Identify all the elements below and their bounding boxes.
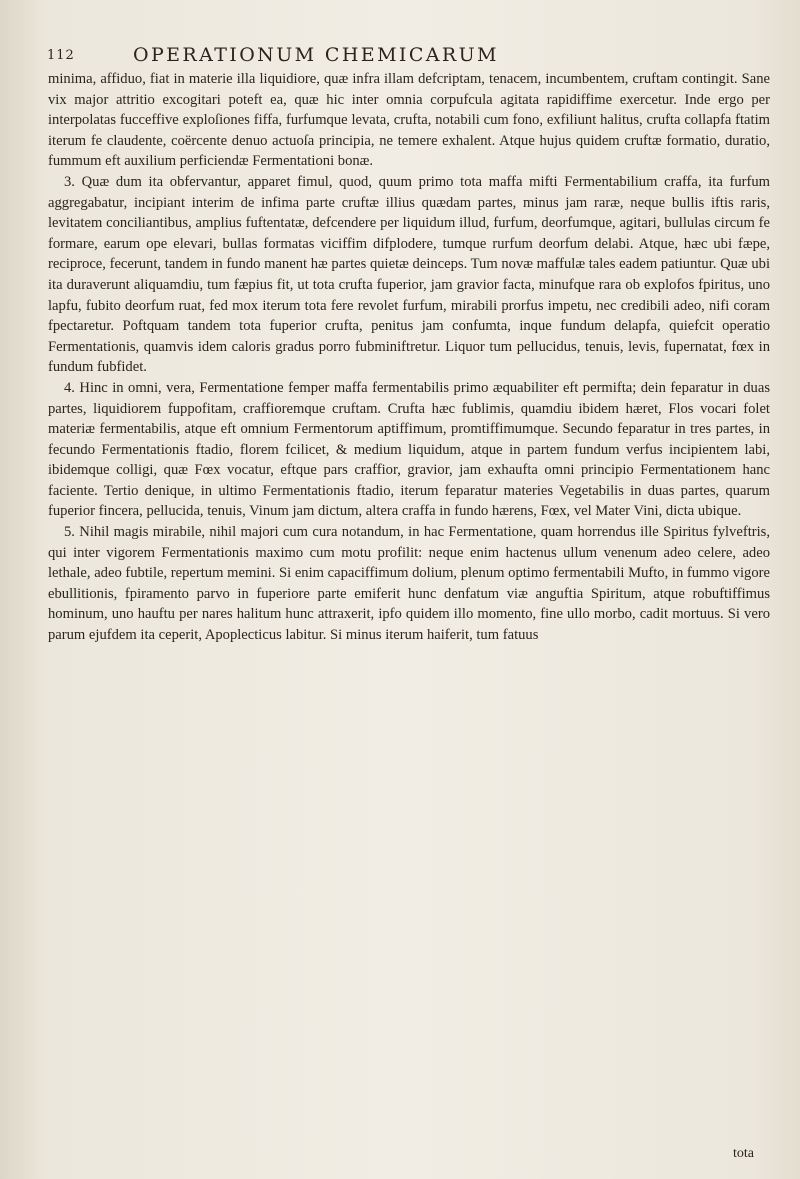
catchword: tota xyxy=(733,1146,754,1161)
paragraph-3: 3. Quæ dum ita obfervantur, apparet fimul, quod, quum primo tota maffa mifti Fermentabilium craffa, ita furfum aggregabatur, incipiant interim de infima parte cruftæ illius quædam partes, minus jam raræ, neque bullis iftis raris, levitatem conciliantibus, amplius fuftentatæ, defcendere per liquidum illud, furfum, deorfumque, agitari, bullulas circum fe formare, earum ope elevari, bullas formatas viciffim difplodere, tumque rurfum deorfum delabi. Atque, hæc ubi fæpe, reciproce, fecerunt, tandem in fundo manent hæ partes quietæ deinceps. Tum novæ maffulæ tales eadem patiuntur. Quæ ubi ita duraverunt aliquamdiu, tum fæpius fit, ut tota crufta fuperior, jam gravior facta, minufque rara ob explofos fpiritus, uno lapfu, fubito deorfum ruat, fed mox iterum tota fere revolet furfum, mirabili prorfus impetu, nec credibili adeo, nifi coram fpectaretur. Poftquam tandem tota fuperior crufta, penitus jam confumta, inque fundum delapfa, quiefcit operatio Fermentationis, quamvis idem caloris gradus porro fubminiftretur. Liquor tum pellucidus, tenuis, levis, fupernatat, fœx in fundum fubfidet. xyxy=(48,173,770,376)
body-text xyxy=(48,69,770,646)
page-number: 112 xyxy=(47,48,75,63)
running-title: OPERATIONUM CHEMICARUM xyxy=(133,44,499,66)
page-header xyxy=(47,44,757,70)
paragraph-5: 5. Nihil magis mirabile, nihil majori cum cura notandum, in hac Fermentatione, quam horrendus ille Spiritus fylveftris, qui inter vigorem Fermentationis maximo cum motu profilit: neque enim hactenus ullum venenum adeo celere, adeo lethale, adeo fubtile, repertum memini. Si enim capaciffimum dolium, plenum optimo fermentabili Mufto, in fummo vigore ebullitionis, fpiramento parvo in fuperiore parte emiferit hunc denfatum viæ anguftia Spiritum, atque robuftiffimus hominum, uno hauftu per nares halitum hunc attraxerit, ipfo quidem illo momento, fine ullo morbo, cadit mortuus. Si vero parum ejufdem ita ceperit, Apoplecticus labitur. Si minus iterum haiferit, tum fatuus xyxy=(48,524,770,644)
paragraph-continued: minima, affiduo, fiat in materie illa liquidiore, quæ infra illam defcriptam, tenacem, incumbentem, cruftam contingit. Sane vix major attritio excogitari poteft ea, quæ hic inter omnia corpufcula agitata rapidiffime exercetur. Inde ergo per interpolatas fucceffive exploſiones fiffa, furfumque levata, crufta, notabili cum fono, exfiliunt halitus, crufta collapfa ftatim iterum fe claudente, coërcente denuo actuoſa principia, ne temere exhalent. Atque hujus quidem cruftæ formatio, duratio, fummum eft auxilium perficiendæ Fermentationi bonæ. xyxy=(48,71,770,170)
paragraph-4: 4. Hinc in omni, vera, Fermentatione femper maffa fermentabilis primo æquabiliter eft permifta; dein feparatur in duas partes, liquidiorem fuppofitam, craffioremque cruftam. Crufta hæc fublimis, quamdiu ibidem hæret, Flos vocari folet materiæ fermentabilis, atque eft omnium Fermentorum aptiffimum, promtiffimumque. Secundo feparatur in tres partes, in fecundo Fermentationis ftadio, florem fcilicet, & medium liquidum, atque in partem fundum verfus incipientem labi, ibidemque colligi, quæ Fœx vocatur, eftque pars craffior, gravior, jam exhaufta omni principio Fermentationem hanc faciente. Tertio denique, in ultimo Fermentationis ftadio, iterum feparatur materies Vegetabilis in duas partes, quarum fuperior fincera, pellucida, tenuis, Vinum jam dictum, altera craffa in fundo hærens, Fœx, vel Mater Vini, dicta ubique. xyxy=(48,379,770,520)
